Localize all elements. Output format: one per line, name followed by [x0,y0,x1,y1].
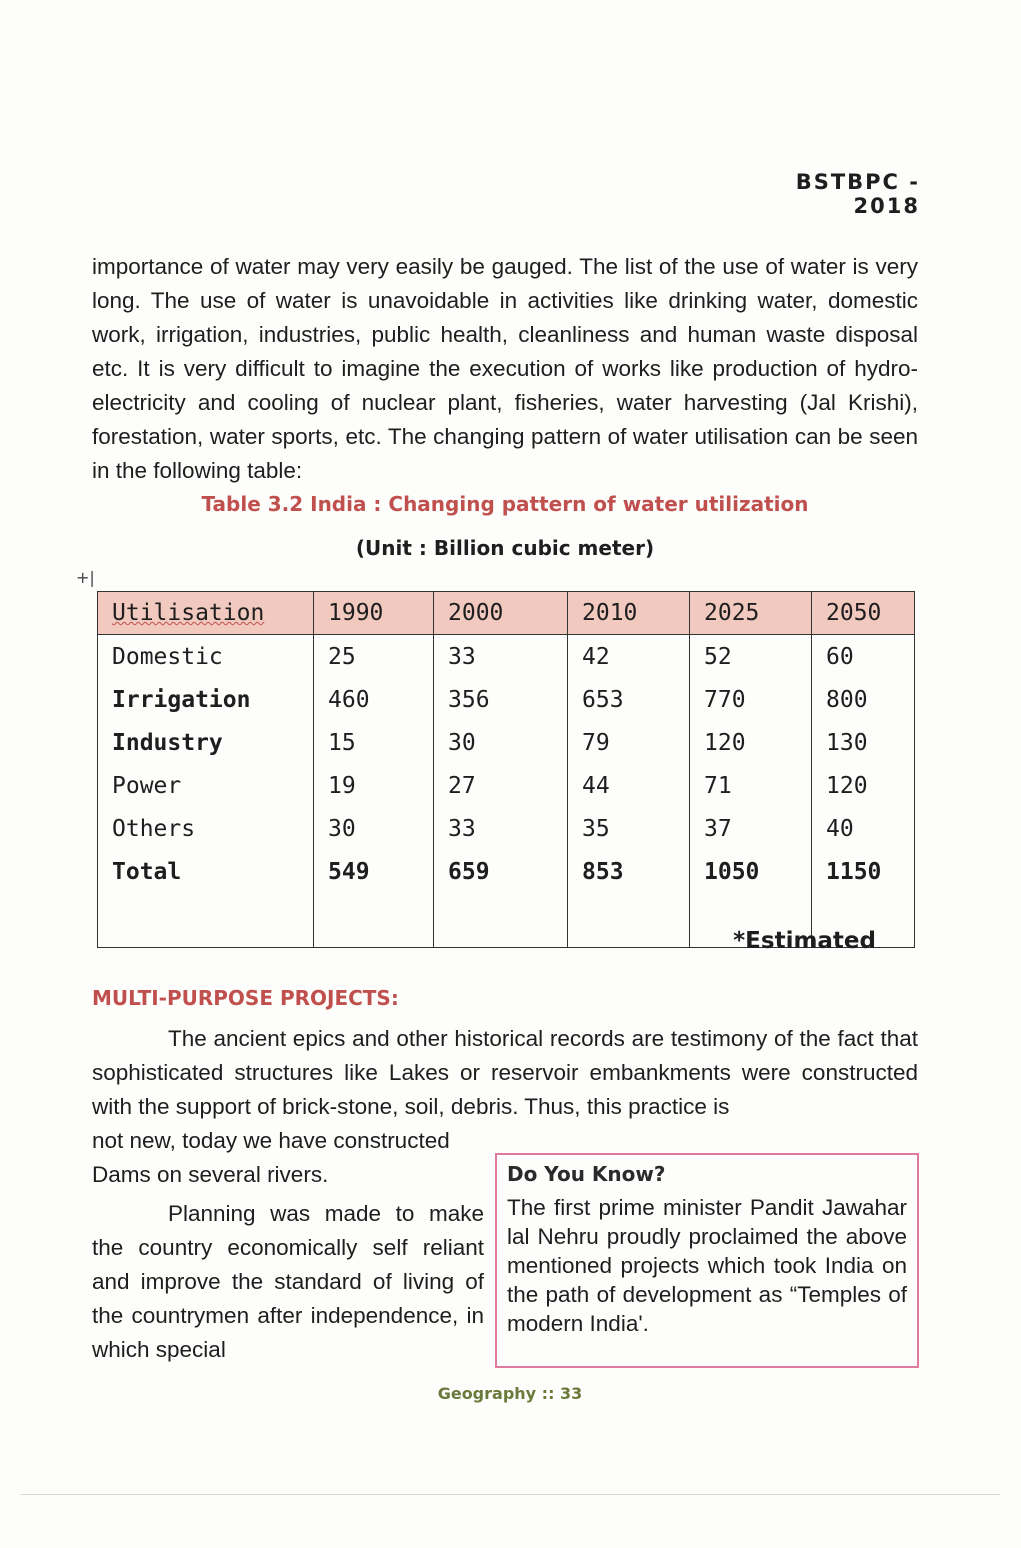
table-cell: 120 [812,764,915,807]
estimated-note: *Estimated [733,928,876,954]
table-cell: 460 [314,678,434,721]
page-bottom-rule [20,1494,1000,1495]
col-header-2025: 2025 [690,592,812,635]
table-anchor-marker: +| [76,568,95,587]
table-cell-empty [434,893,568,948]
col-header-1990: 1990 [314,592,434,635]
table-cell: 1050 [690,850,812,893]
table-cell: 44 [568,764,690,807]
section-paragraph-2: Planning was made to make the country economically self reliant and improve the standard of living of the countrymen after independence, in which special [92,1201,484,1362]
table-header-row [98,592,915,635]
table-row-power [98,764,915,807]
table-cell: 15 [314,721,434,764]
table-cell: 25 [314,635,434,679]
did-you-know-title: Do You Know? [507,1162,666,1186]
table-unit: (Unit : Billion cubic meter) [355,536,655,560]
table-cell: 659 [434,850,568,893]
section-title: MULTI-PURPOSE PROJECTS: [92,986,399,1010]
table-cell-empty [314,893,434,948]
col-header-2010: 2010 [568,592,690,635]
table-row-total [98,850,915,893]
table-cell: Industry [98,721,314,764]
table-cell: 800 [812,678,915,721]
table-row-others [98,807,915,850]
table-cell: 19 [314,764,434,807]
table-row-irrigation [98,678,915,721]
table-row-domestic [98,635,915,679]
table-cell: Others [98,807,314,850]
page-footer: Geography :: 33 [437,1384,583,1403]
did-you-know-body: The first prime minister Pandit Jawahar lal Nehru proudly proclaimed the above mentioned projects which took India on the path of development as “Temples of modern India'. [507,1195,907,1336]
table-cell-empty [98,893,314,948]
table-cell: 27 [434,764,568,807]
table-cell: 30 [314,807,434,850]
table-caption: Table 3.2 India : Changing pattern of water utilization [201,492,809,516]
did-you-know-box [495,1153,919,1368]
table-cell: 33 [434,807,568,850]
table-cell: 60 [812,635,915,679]
table-cell: 42 [568,635,690,679]
table-cell: 549 [314,850,434,893]
section-paragraph-1-continued: not new, today we have constructed Dams on several rivers. [92,1128,450,1187]
intro-paragraph: importance of water may very easily be gauged. The list of the use of water is very long. The use of water is unavoidable in activities like drinking water, domestic work, irrigation, industries, public health, cleanliness and human waste disposal etc. It is very difficult to imagine the execution of works like production of hydro-electricity and cooling of nuclear plant, fisheries, water harvesting (Jal Krishi), forestation, water sports, etc. The changing pattern of water utilisation can be seen in the following table: [92,254,918,483]
table-cell: 770 [690,678,812,721]
col-header-2000: 2000 [434,592,568,635]
table-cell: 356 [434,678,568,721]
table-cell: 853 [568,850,690,893]
table-cell: Power [98,764,314,807]
table-cell: 130 [812,721,915,764]
table-cell: 30 [434,721,568,764]
table-row-industry [98,721,915,764]
table-cell: 1150 [812,850,915,893]
table-cell: 52 [690,635,812,679]
table-cell: Irrigation [98,678,314,721]
col-header-utilisation: Utilisation [98,592,314,635]
table-cell: Total [98,850,314,893]
table-cell: 653 [568,678,690,721]
table-cell-empty [568,893,690,948]
page-header-code: BSTBPC - 2018 [795,170,920,218]
table-cell: Domestic [98,635,314,679]
table-cell: 79 [568,721,690,764]
table-cell: 37 [690,807,812,850]
table-cell: 35 [568,807,690,850]
table-cell: 71 [690,764,812,807]
table-cell: 120 [690,721,812,764]
table-cell: 40 [812,807,915,850]
table-cell: 33 [434,635,568,679]
water-utilisation-table [97,591,915,948]
col-header-2050: 2050 [812,592,915,635]
section-paragraph-1: The ancient epics and other historical records are testimony of the fact that sophisticated structures like Lakes or reservoir embankments were constructed with the support of brick-stone, soil, debris. Thus, this practice is [92,1026,918,1119]
